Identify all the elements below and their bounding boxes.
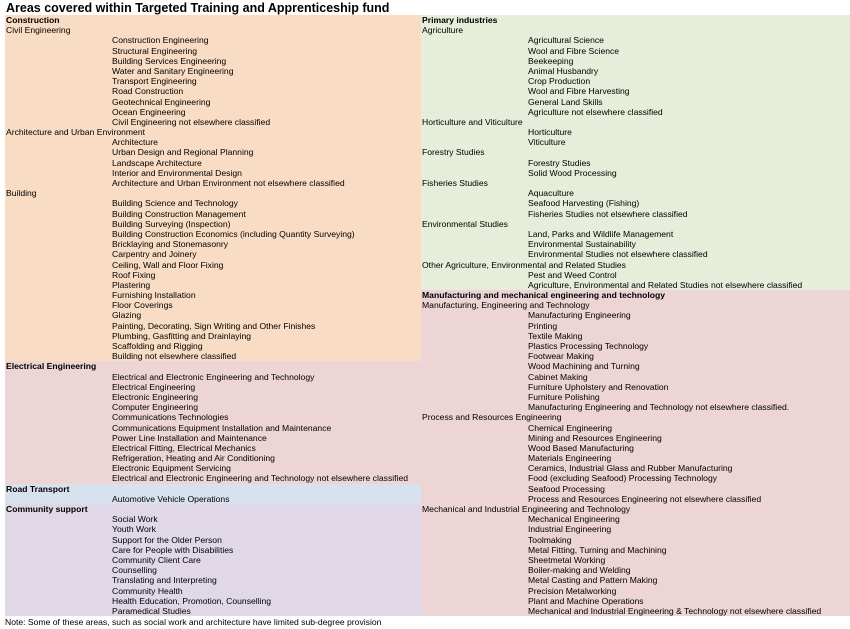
subcategory-item: Metal Fitting, Turning and Machining [528, 544, 667, 555]
subcategory-item: Architecture [112, 137, 158, 148]
subcategory-item: Floor Coverings [112, 300, 173, 311]
section-community [5, 504, 421, 616]
page-title: Areas covered within Targeted Training and Apprenticeship fund [6, 1, 390, 15]
subcategory-item: Pest and Weed Control [528, 269, 617, 280]
subcategory-item: Building not elsewhere classified [112, 351, 237, 362]
subcategory-item: Viticulture [528, 137, 566, 148]
subcategory-item: Animal Husbandry [528, 65, 599, 76]
subcategory-item: Structural Engineering [112, 45, 198, 56]
section-heading: Construction [6, 15, 60, 25]
subcategory-item: Manufacturing Engineering and Technology not elsewhere classified. [528, 402, 790, 413]
subcategory-item: Geotechnical Engineering [112, 96, 211, 107]
section-construction [5, 15, 421, 361]
subcategory-item: Cabinet Making [528, 371, 588, 382]
subcategory-item: Building Surveying (Inspection) [112, 218, 231, 229]
subcategory-item: Manufacturing Engineering [528, 310, 631, 321]
subcategory-item: Wood Based Manufacturing [528, 442, 634, 453]
subcategory-item: Agriculture not elsewhere classified [528, 106, 663, 117]
subcategory-item: Environmental Sustainability [528, 239, 636, 250]
subcategory-item: Boiler-making and Welding [528, 565, 631, 576]
subcategory-item: Building Construction Management [112, 208, 246, 219]
subcategory-item: Painting, Decorating, Sign Writing and Other Finishes [112, 320, 316, 331]
subcategory-item: Ocean Engineering [112, 106, 186, 117]
section-heading: Community support [6, 504, 88, 514]
subcategory-item: Electronic Equipment Servicing [112, 463, 231, 474]
subcategory-item: Wood Machining and Turning [528, 361, 640, 372]
subcategory-item: Automotive Vehicle Operations [112, 493, 230, 504]
category-environmental-studies: Environmental Studies [422, 218, 508, 229]
subcategory-item: Plastering [112, 279, 151, 290]
section-heading: Manufacturing and mechanical engineering and technology [422, 290, 666, 301]
subcategory-item: Furnishing Installation [112, 290, 196, 301]
subcategory-item: Textile Making [528, 330, 583, 341]
subcategory-item: Communications Technologies [112, 412, 229, 423]
subcategory-item: Paramedical Studies [112, 605, 191, 616]
subcategory-item: Computer Engineering [112, 402, 198, 413]
category-civil-engineering: Civil Engineering [6, 25, 71, 36]
subcategory-item: Community Client Care [112, 554, 201, 565]
footnote: Note: Some of these areas, such as social work and architecture have limited sub-degree provision [5, 617, 382, 627]
subcategory-item: Footwear Making [528, 351, 594, 362]
subcategory-item: Food (excluding Seafood) Processing Technology [528, 473, 718, 484]
subcategory-item: Building Construction Economics (including Quantity Surveying) [112, 228, 355, 239]
left-column [5, 15, 421, 616]
subcategory-item: Youth Work [112, 524, 156, 535]
subcategory-item: Translating and Interpreting [112, 575, 217, 586]
subcategory-item: Ceramics, Industrial Glass and Rubber Manufacturing [528, 463, 733, 474]
subcategory-item: Metal Casting and Pattern Making [528, 575, 658, 586]
subcategory-item: Seafood Harvesting (Fishing) [528, 198, 640, 209]
subcategory-item: Urban Design and Regional Planning [112, 147, 254, 158]
subcategory-item: Horticulture [528, 127, 572, 138]
subcategory-item: Building Science and Technology [112, 198, 238, 209]
subcategory-item: Electrical Engineering [112, 381, 196, 392]
subcategory-item: General Land Skills [528, 96, 603, 107]
subcategory-item: Process and Resources Engineering not elsewhere classified [528, 493, 762, 504]
subcategory-item: Land, Parks and Wildlife Management [528, 228, 674, 239]
subcategory-item: Mechanical and Industrial Engineering & Technology not elsewhere classified [528, 605, 822, 616]
subcategory-item: Precision Metalworking [528, 585, 617, 596]
subcategory-item: Agricultural Science [528, 35, 604, 46]
subcategory-item: Mining and Resources Engineering [528, 432, 662, 443]
subcategory-item: Materials Engineering [528, 453, 612, 464]
category-manufacturing-engineering-and-technology: Manufacturing, Engineering and Technology [422, 300, 590, 311]
subcategory-item: Refrigeration, Heating and Air Conditioning [112, 453, 275, 464]
category-mechanical-and-industrial-engineering-and-technology: Mechanical and Industrial Engineering and Technology [422, 504, 631, 514]
subcategory-item: Toolmaking [528, 534, 572, 545]
subcategory-item: Furniture Upholstery and Renovation [528, 381, 669, 392]
subcategory-item: Printing [528, 320, 558, 331]
subcategory-item: Seafood Processing [528, 483, 605, 494]
category-fisheries-studies: Fisheries Studies [422, 178, 488, 188]
subcategory-item: Roof Fixing [112, 269, 156, 280]
category-horticulture-and-viticulture: Horticulture and Viticulture [422, 116, 523, 127]
subcategory-item: Environmental Studies not elsewhere classified [528, 249, 708, 260]
subcategory-item: Plumbing, Gasfitting and Drainlaying [112, 330, 252, 341]
subcategory-item: Social Work [112, 514, 158, 525]
subcategory-item: Landscape Architecture [112, 157, 202, 168]
category-process-and-resources-engineering: Process and Resources Engineering [422, 412, 562, 423]
subcategory-item: Solid Wood Processing [528, 167, 617, 178]
subcategory-item: Care for People with Disabilities [112, 544, 234, 555]
subcategory-item: Crop Production [528, 76, 591, 87]
subcategory-item: Power Line Installation and Maintenance [112, 432, 267, 443]
subcategory-item: Furniture Polishing [528, 391, 600, 402]
section-manufacturing [421, 290, 850, 616]
subcategory-item: Chemical Engineering [528, 422, 613, 433]
subcategory-item: Electronic Engineering [112, 391, 198, 402]
subcategory-item: Ceiling, Wall and Floor Fixing [112, 259, 224, 270]
subcategory-item: Building Services Engineering [112, 55, 227, 66]
subcategory-item: Beekeeping [528, 55, 574, 66]
category-building: Building [6, 188, 37, 199]
subcategory-item: Community Health [112, 585, 183, 596]
subcategory-item: Communications Equipment Installation and Maintenance [112, 422, 332, 433]
section-heading: Electrical Engineering [6, 361, 97, 372]
section-primary [421, 15, 850, 290]
subcategory-item: Agriculture, Environmental and Related Studies not elsewhere classified [528, 279, 803, 290]
category-agriculture: Agriculture [422, 25, 464, 36]
subcategory-item: Carpentry and Joinery [112, 249, 197, 260]
category-architecture-and-urban-environment: Architecture and Urban Environment [6, 127, 146, 138]
subcategory-item: Architecture and Urban Environment not elsewhere classified [112, 178, 345, 188]
subcategory-item: Support for the Older Person [112, 534, 222, 545]
subcategory-item: Electrical Fitting, Electrical Mechanics [112, 442, 256, 453]
subcategory-item: Electrical and Electronic Engineering and Technology [112, 371, 315, 382]
subcategory-item: Sheetmetal Working [528, 554, 606, 565]
subcategory-item: Fisheries Studies not elsewhere classified [528, 208, 688, 219]
subcategory-item: Industrial Engineering [528, 524, 612, 535]
section-road [5, 484, 421, 504]
subcategory-item: Water and Sanitary Engineering [112, 65, 234, 76]
subcategory-item: Construction Engineering [112, 35, 209, 46]
subcategory-item: Wool and Fibre Science [528, 45, 620, 56]
subcategory-item: Forestry Studies [528, 157, 591, 168]
category-forestry-studies: Forestry Studies [422, 147, 485, 158]
subcategory-item: Civil Engineering not elsewhere classified [112, 116, 271, 127]
subcategory-item: Transport Engineering [112, 76, 197, 87]
subcategory-item: Wool and Fibre Harvesting [528, 86, 630, 97]
section-heading: Primary industries [422, 15, 498, 25]
right-column [421, 15, 850, 616]
subcategory-item: Scaffolding and Rigging [112, 341, 203, 351]
subcategory-item: Counselling [112, 565, 157, 576]
subcategory-item: Health Education, Promotion, Counselling [112, 595, 272, 606]
subcategory-item: Plastics Processing Technology [528, 341, 649, 351]
subcategory-item: Plant and Machine Operations [528, 595, 644, 606]
subcategory-item: Glazing [112, 310, 142, 321]
subcategory-item: Electrical and Electronic Engineering and Technology not elsewhere classified [112, 473, 409, 484]
subcategory-item: Aquaculture [528, 188, 574, 199]
category-other-agriculture-environmental-and-related-studies: Other Agriculture, Environmental and Related Studies [422, 259, 626, 270]
subcategory-item: Road Construction [112, 86, 184, 97]
section-electrical [5, 361, 421, 483]
subcategory-item: Interior and Environmental Design [112, 167, 242, 178]
subcategory-item: Mechanical Engineering [528, 514, 620, 525]
subcategory-item: Bricklaying and Stonemasonry [112, 239, 229, 250]
section-heading: Road Transport [6, 483, 70, 494]
